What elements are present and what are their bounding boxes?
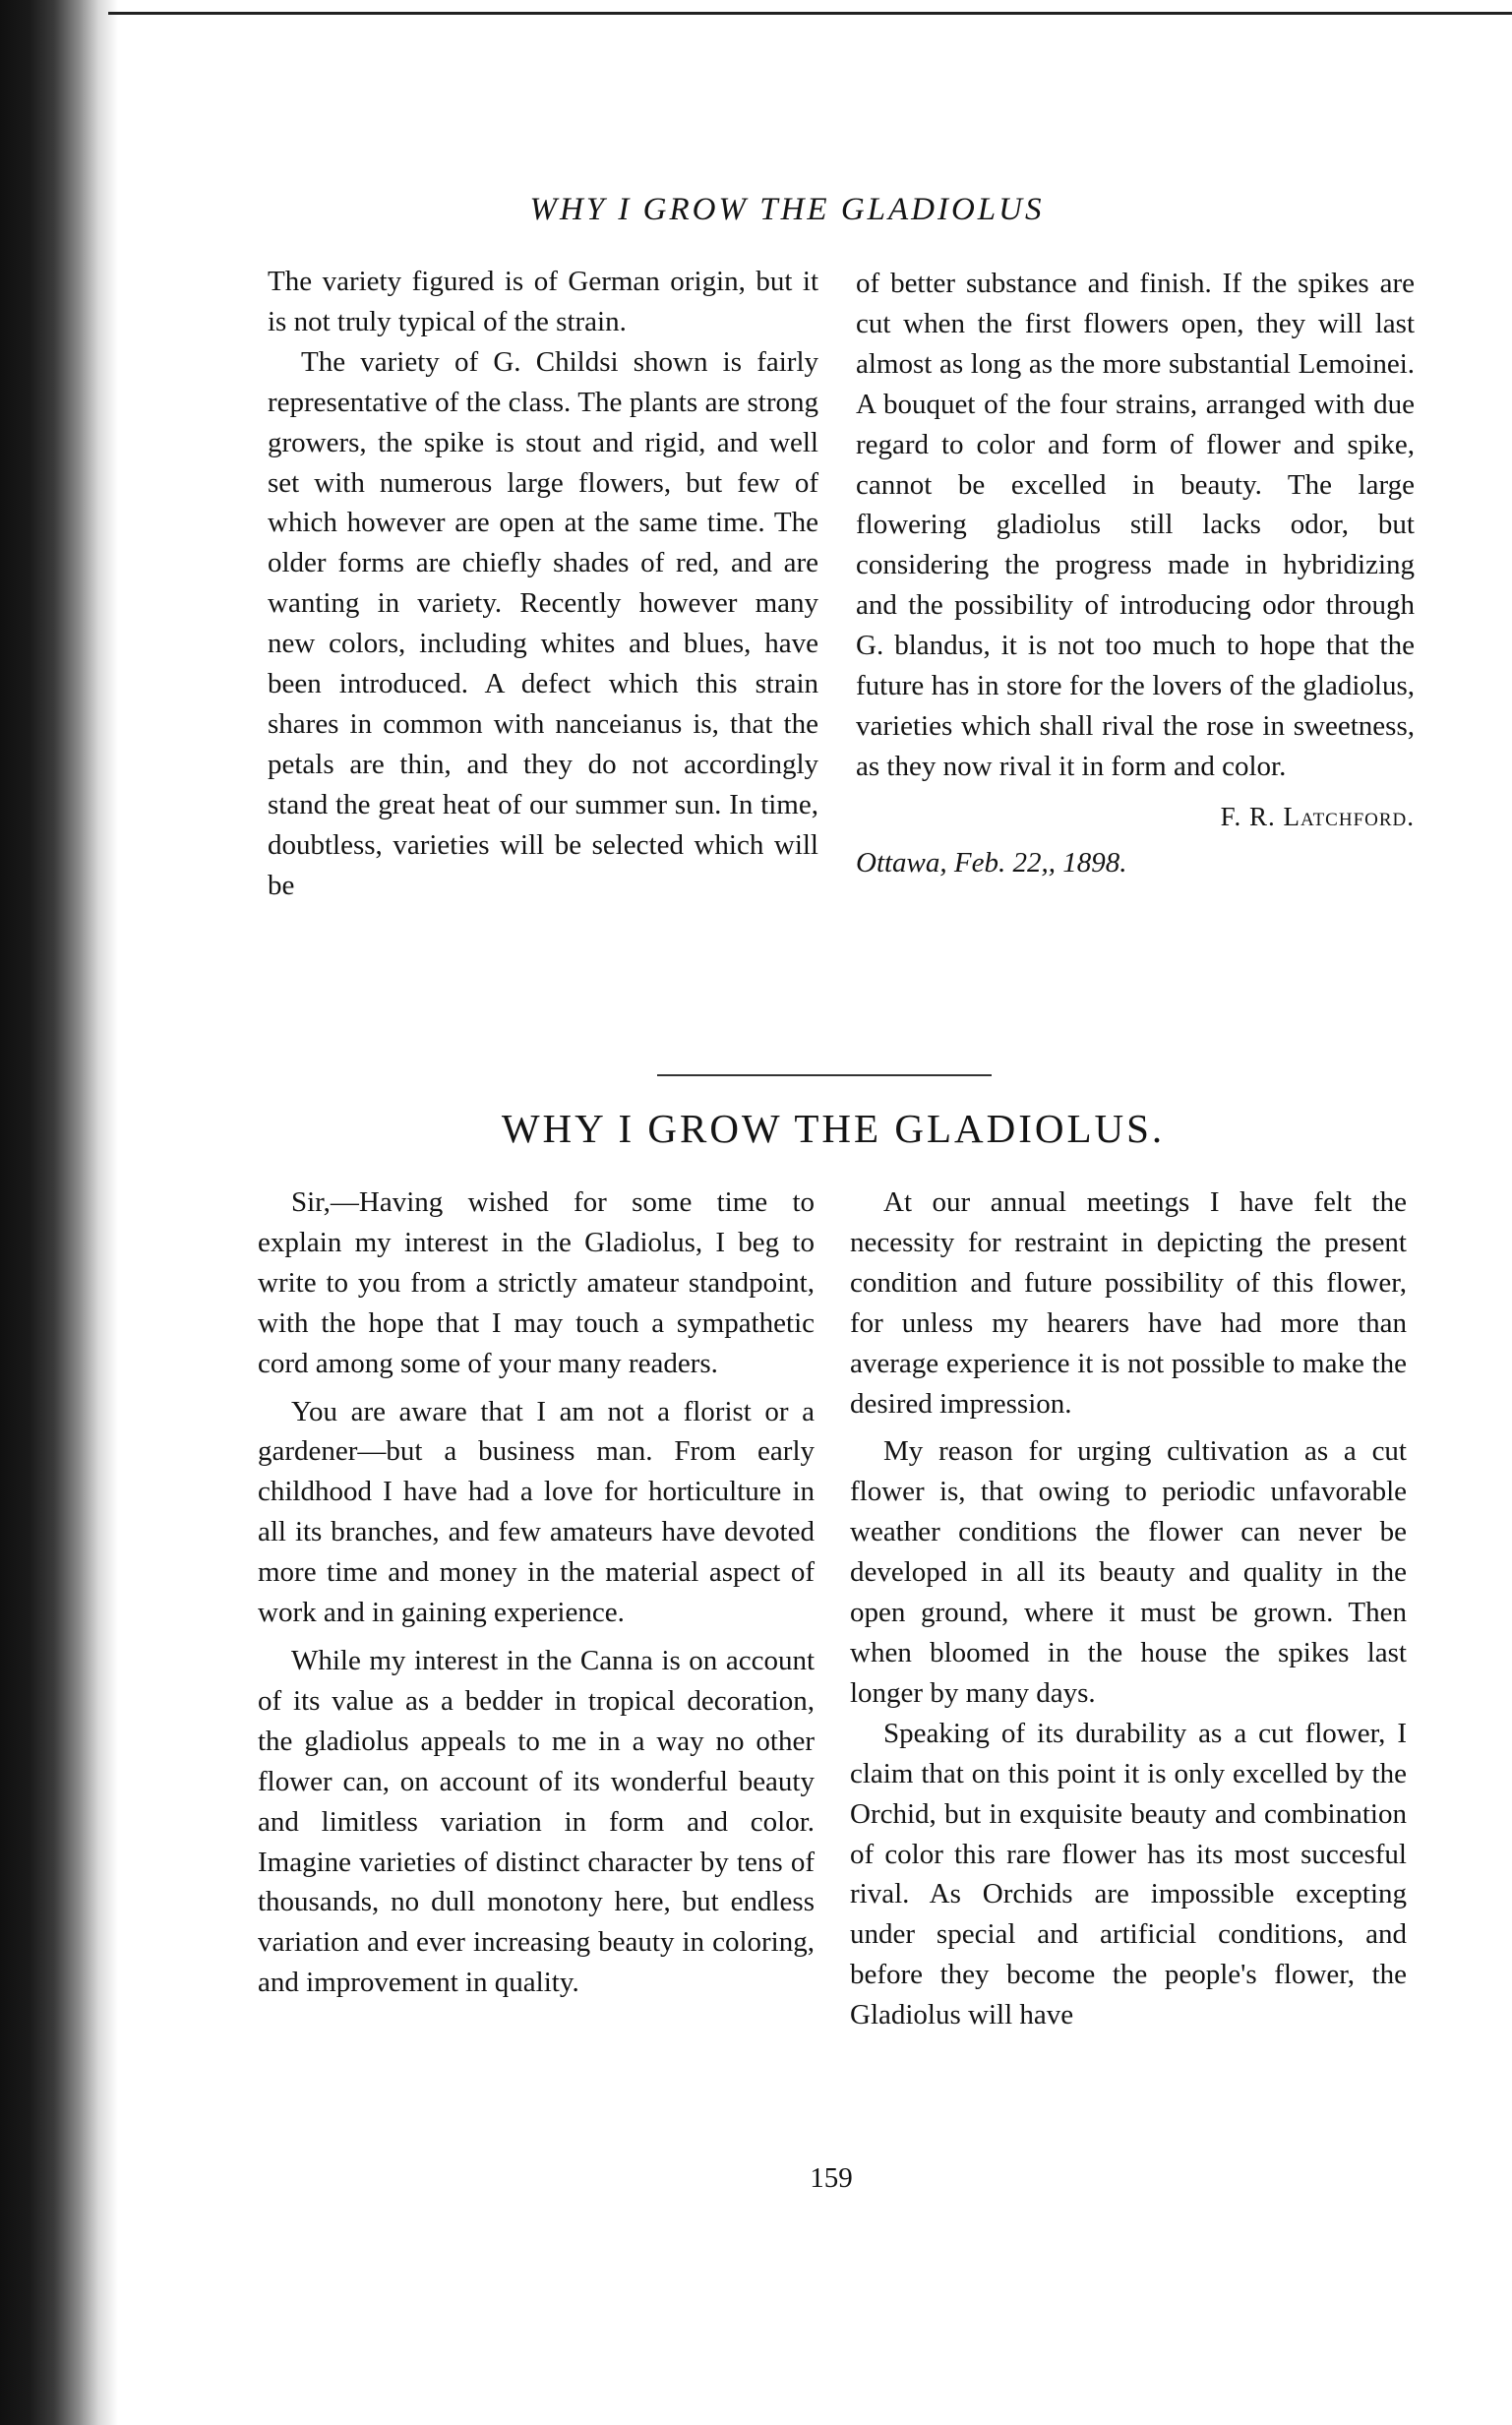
- paragraph: My reason for urging cultivation as a cut flower is, that owing to periodic unfavorable weather conditions the flower can never be developed in all its beauty and quality in the open ground, where it must be grown. Then when bloomed in the house the spikes last longer by many days.: [850, 1435, 1407, 1709]
- letter-column-2: [850, 1182, 1407, 2035]
- section-title: WHY I GROW THE GLADIOLUS.: [501, 1106, 1166, 1151]
- page-number: 159: [810, 2162, 853, 2194]
- paragraph: You are aware that I am not a florist or a gardener—but a business man. From early childhood I have had a love for horticulture in all its branches, and few amateurs have devoted more time and money in the material aspect of work and in gaining experience.: [258, 1395, 815, 1629]
- paragraph: At our annual meetings I have felt the necessity for restraint in depicting the present condition and future possibility of this flower, for unless my hearers have had more than average experience it is not possible to make the desired impression.: [850, 1186, 1407, 1420]
- paragraph: of better substance and finish. If the spikes are cut when the first flowers open, they will last almost as long as the more substantial Lemoinei. A bouquet of the four strains, arranged with due regard to color and form of flower and spike, cannot be excelled in beauty. The large flowering gladiolus still lacks odor, but considering the progress made in hybridizing and the possibility of introducing odor through G. blandus, it is not too much to hope that the future has in store for the lovers of the gladiolus, varieties which shall rival the rose in sweetness, as they now rival it in form and color.: [856, 268, 1415, 782]
- top-article-column-2: [856, 264, 1415, 883]
- paragraph: While my interest in the Canna is on account of its value as a bedder in tropical decoration, the gladiolus appeals to me in a way no other flower can, on account of its wonderful beauty and limitless variation in form and color. Imagine varieties of distinct character by tens of thousands, no dull monotony here, but endless variation and ever increasing beauty in coloring, and improvement in quality.: [258, 1644, 815, 1999]
- paragraph: Sir,—Having wished for some time to explain my interest in the Gladiolus, I beg to write to you from a strictly amateur standpoint, with the hope that I may touch a sympathetic cord among some of your many readers.: [258, 1186, 815, 1379]
- author-signature: F. R. Latchford.: [1220, 801, 1415, 831]
- running-head: WHY I GROW THE GLADIOLUS: [529, 192, 1045, 227]
- paragraph: The variety of G. Childsi shown is fairly representative of the class. The plants are strong growers, the spike is stout and rigid, and well set with numerous large flowers, but few of which however are open at the same time. The older forms are chiefly shades of red, and are wanting in variety. Recently however many new colors, including whites and blues, have been introduced. A defect which this strain shares in common with nanceianus is, that the petals are thin, and they do not accordingly stand the great heat of our summer sun. In time, doubtless, varieties will be selected which will be: [268, 345, 818, 901]
- letter-column-1: [258, 1182, 815, 2003]
- paragraph: The variety figured is of German origin, but it is not truly typical of the strain.: [268, 266, 818, 337]
- top-rule: [108, 0, 1512, 15]
- dateline: Ottawa, Feb. 22,, 1898.: [856, 846, 1127, 879]
- binding-shadow: [0, 0, 118, 2425]
- paragraph: Speaking of its durability as a cut flower, I claim that on this point it is only excelled by the Orchid, but in exquisite beauty and combination of color this rare flower has its most succesful rival. As Orchids are impossible excepting under special and artificial conditions, and before they become the people's flower, the Gladiolus will have: [850, 1717, 1407, 2031]
- top-article-column-1: [268, 262, 818, 906]
- section-divider: [657, 1074, 992, 1076]
